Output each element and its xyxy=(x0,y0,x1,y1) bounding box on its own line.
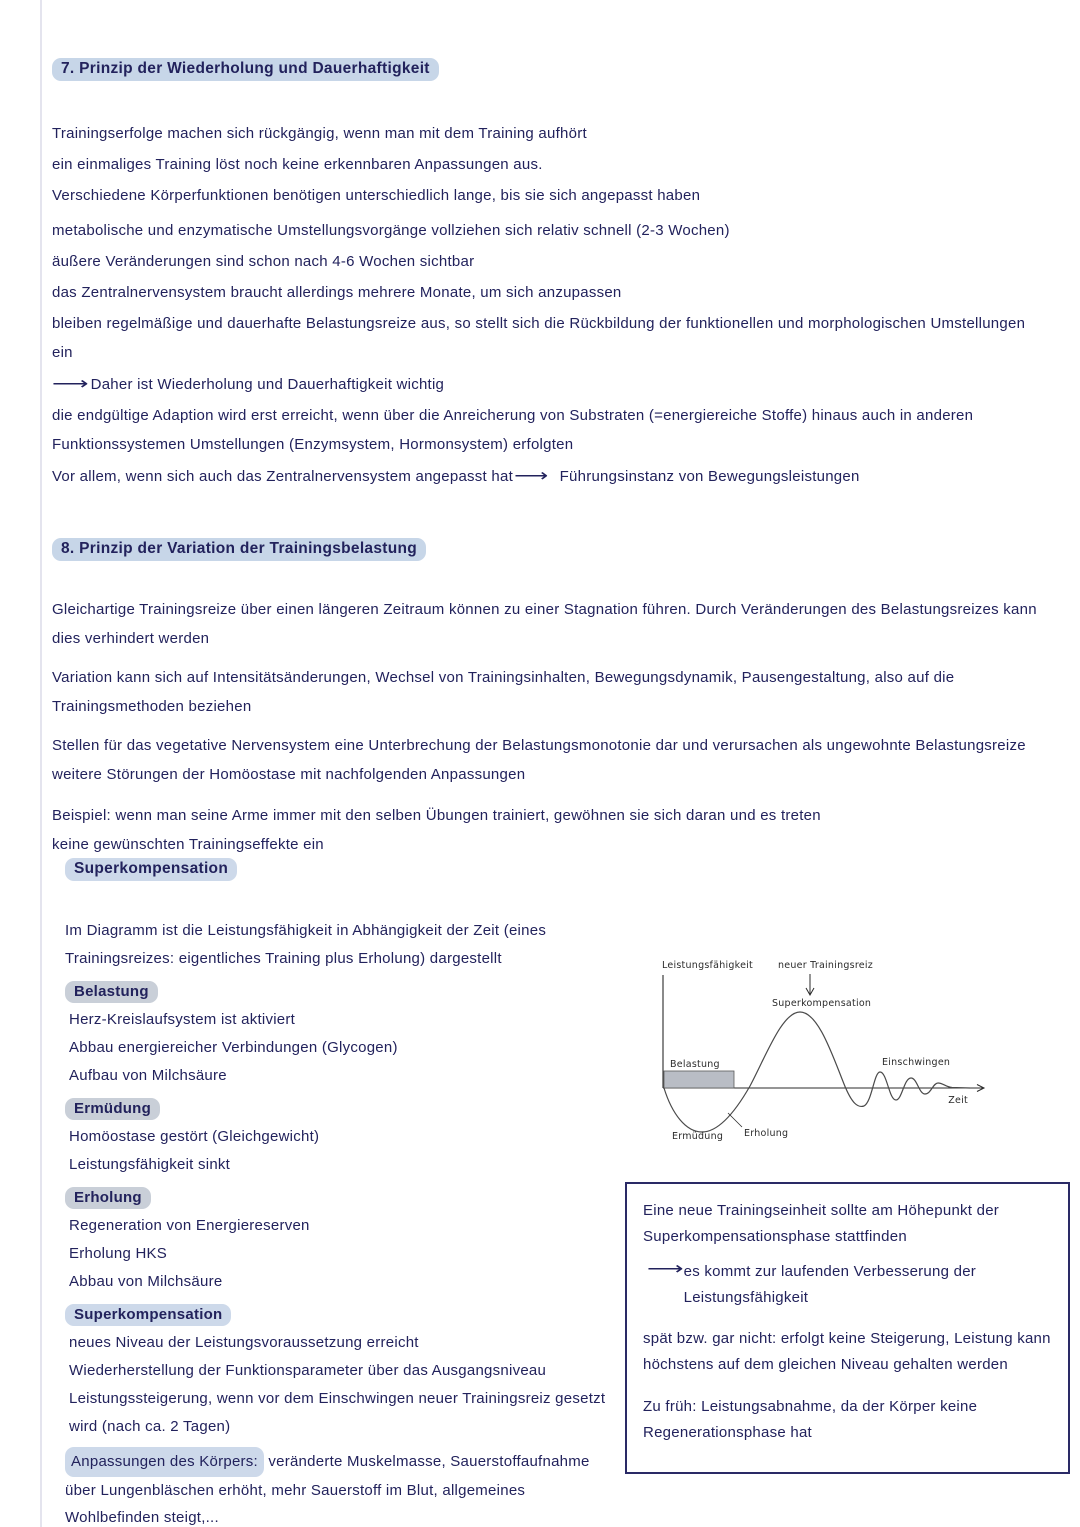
list-item: neues Niveau der Leistungsvoraussetzung erreicht xyxy=(69,1334,419,1351)
note-arrow-line xyxy=(643,1259,1053,1311)
belastung-block xyxy=(664,1071,734,1088)
anpassungen-text: veränderte Muskelmasse, Sauerstoffaufnahme über Lungenbläschen erhöht, mehr Sauerstoff im Blut, allgemeines Wohlbefinden steigt,... xyxy=(65,1453,590,1526)
list-item: Homöostase gestört (Gleichgewicht) xyxy=(69,1128,320,1145)
stimulus-label: neuer Trainingsreiz xyxy=(778,960,874,971)
group-label-belastung: Belastung xyxy=(65,981,627,1003)
list-item: Aufbau von Milchsäure xyxy=(69,1067,227,1084)
note-box xyxy=(625,1182,1070,1474)
section-8 xyxy=(52,538,1064,859)
list-item: Herz-Kreislaufsystem ist aktiviert xyxy=(69,1011,296,1028)
superkompensation-section xyxy=(65,858,627,1527)
section-7 xyxy=(52,58,1037,491)
note-early: Zu früh: Leistungsabnahme, da der Körper keine Regenerationsphase hat xyxy=(643,1398,978,1441)
supercompensation-curve-svg xyxy=(650,956,995,1156)
paragraph: ein einmaliges Training löst noch keine erkennbaren Anpassungen aus. xyxy=(52,156,543,173)
supercompensation-diagram xyxy=(650,956,995,1156)
zns-note xyxy=(52,461,1037,491)
right-arrow-icon: ⟶ xyxy=(52,374,89,393)
paragraph: metabolische und enzymatische Umstellungsvorgänge vollziehen sich relativ schnell (2-3 Wochen) xyxy=(52,222,730,239)
anpassungen-note xyxy=(65,1447,613,1527)
arrow-note xyxy=(52,369,1037,399)
paragraph: Gleichartige Trainingsreize über einen längeren Zeitraum können zu einer Stagnation führen. Durch Veränderungen des Belastungsreizes kann dies verhindert werden xyxy=(52,601,1037,647)
group-label-superkompensation: Superkompensation xyxy=(65,1304,627,1326)
paragraph: das Zentralnervensystem braucht allerdings mehrere Monate, um sich anzupassen xyxy=(52,284,622,301)
belastung-label: Belastung xyxy=(670,1059,720,1070)
paragraph: die endgültige Adaption wird erst erreicht, wenn über die Anreicherung von Substraten (=energiereiche Stoffe) hinaus auch in anderen Funktionssystemen Umstellungen (Enzymsystem, Hormonsystem) erfolgten xyxy=(52,407,974,453)
list-item: Regeneration von Energiereserven xyxy=(69,1217,310,1234)
list-item: Abbau energiereicher Verbindungen (Glycogen) xyxy=(69,1039,398,1056)
right-arrow-icon: ⟶ xyxy=(647,1259,684,1278)
superkompensation-label: Superkompensation xyxy=(772,998,872,1009)
paragraph: Verschiedene Körperfunktionen benötigen unterschiedlich lange, bis sie sich angepasst haben xyxy=(52,187,701,204)
list-item: Abbau von Milchsäure xyxy=(69,1273,223,1290)
erholung-leader-line xyxy=(728,1113,742,1127)
anpassungen-label: Anpassungen des Körpers: xyxy=(65,1447,264,1477)
erholung-label: Erholung xyxy=(744,1128,789,1139)
arrow-note-text: Daher ist Wiederholung und Dauerhaftigkeit wichtig xyxy=(90,376,445,393)
paragraph: bleiben regelmäßige und dauerhafte Belastungsreize aus, so stellt sich die Rückbildung der funktionellen und morphologischen Umstellungen ein xyxy=(52,315,1026,361)
einschwingen-label: Einschwingen xyxy=(882,1057,951,1068)
section-8-heading: 8. Prinzip der Variation der Trainingsbelastung xyxy=(52,538,426,561)
notebook-margin-line xyxy=(40,0,42,1527)
list-item: Leistungssteigerung, wenn vor dem Einschwingen neuer Trainingsreiz gesetzt wird (nach ca. 2 Tagen) xyxy=(69,1390,606,1435)
diagram-intro: Im Diagramm ist die Leistungsfähigkeit in Abhängigkeit der Zeit (eines Trainingsreizes: eigentliches Training plus Erholung) dargestellt xyxy=(65,922,547,967)
zns-note-before: Vor allem, wenn sich auch das Zentralnervensystem angepasst hat xyxy=(52,468,513,485)
paragraph: Variation kann sich auf Intensitätsänderungen, Wechsel von Trainingsinhalten, Bewegungsdynamik, Pausengestaltung, also auf die Trainingsmethoden beziehen xyxy=(52,669,955,715)
note-statement: Eine neue Trainingseinheit sollte am Höhepunkt der Superkompensationsphase stattfinden xyxy=(643,1202,1000,1245)
list-item: Erholung HKS xyxy=(69,1245,168,1262)
paragraph: äußere Veränderungen sind schon nach 4-6 Wochen sichtbar xyxy=(52,253,475,270)
y-axis-label: Leistungsfähigkeit xyxy=(662,960,754,971)
superkompensation-heading: Superkompensation xyxy=(65,858,237,881)
group-label-erholung: Erholung xyxy=(65,1187,627,1209)
list-item: Leistungsfähigkeit sinkt xyxy=(69,1156,231,1173)
paragraph: Stellen für das vegetative Nervensystem eine Unterbrechung der Belastungsmonotonie dar und verursachen als ungewohnte Belastungsreize weitere Störungen der Homöostase mit nachfolgenden Anpassungen xyxy=(52,737,1026,783)
paragraph: Trainingserfolge machen sich rückgängig, wenn man mit dem Training aufhört xyxy=(52,125,587,142)
note-arrow-text: es kommt zur laufenden Verbesserung der Leistungsfähigkeit xyxy=(683,1263,977,1306)
paragraph: Beispiel: wenn man seine Arme immer mit den selben Übungen trainiert, gewöhnen sie sich daran und es treten keine gewünschten Trainingseffekte ein xyxy=(52,807,821,853)
zeit-label: Zeit xyxy=(948,1095,968,1106)
note-late: spät bzw. gar nicht: erfolgt keine Steigerung, Leistung kann höchstens auf dem gleichen Niveau gehalten werden xyxy=(643,1330,1051,1373)
group-label-ermuedung: Ermüdung xyxy=(65,1098,627,1120)
ermuedung-label: Ermüdung xyxy=(672,1131,724,1142)
zns-note-after: Führungsinstanz von Bewegungsleistungen xyxy=(559,468,860,485)
section-7-heading: 7. Prinzip der Wiederholung und Dauerhaftigkeit xyxy=(52,58,439,81)
list-item: Wiederherstellung der Funktionsparameter über das Ausgangsniveau xyxy=(69,1362,547,1379)
right-arrow-icon: ⟶ xyxy=(514,466,549,485)
